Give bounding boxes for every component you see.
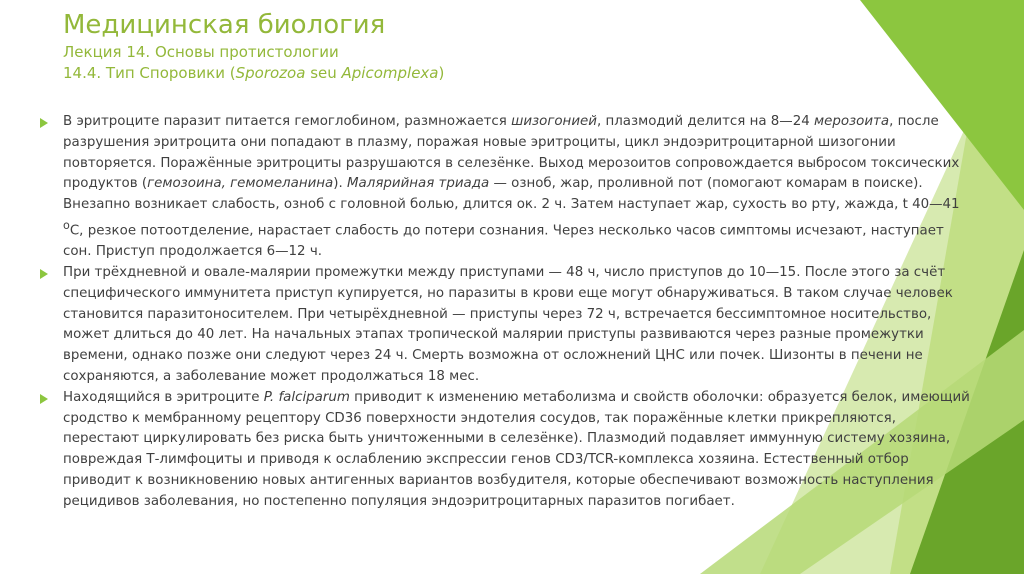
italic-term: гемозоина, гемомеланина [147, 176, 334, 192]
italic-term: Малярийная триада [347, 176, 490, 192]
lecture-subtitle: Лекция 14. Основы протистологии [63, 43, 339, 61]
bullet-arrow-icon [40, 394, 48, 404]
text-run: При трёхдневной и овале-малярии промежутки между приступами — 48 ч, число приступов до 10—15. После этого за счёт специфического иммунитета приступ купируется, но паразиты в крови еще могут обнаруживаться. В таком случае человек становится паразитоносителем. При четырёхдневной — приступы через 72 ч, встречается бессимптомное носительство, может длиться до 40 лет. На начальных этапах тропической малярии приступы развиваются через разные промежутки времени, однако позже они следуют через 24 ч. Смерть возможна от осложнений ЦНС или почек. Шизонты в печени не сохраняются, а заболевание может продолжаться 18 мес. [63, 265, 953, 385]
slide-body [40, 112, 970, 513]
section-subtitle-suffix: ) [438, 64, 445, 82]
text-run: ). [333, 176, 347, 192]
text-run: Находящийся в эритроците [63, 389, 264, 405]
text-run: — озноб, жар, проливной пот (помогают комарам в поиске). Внезапно возникает слабость, озноб с головной болью, длится ок. 2 ч. Затем наступает жар, сухость во рту, жажда, t 40—41 [63, 176, 960, 213]
section-subtitle-latin-1: Sporozoa [235, 64, 306, 82]
bullet-paragraph-2 [40, 263, 970, 388]
italic-term: P. falciparum [263, 389, 350, 405]
bullet-arrow-icon [40, 269, 48, 279]
bullet-paragraph-3 [40, 388, 970, 513]
text-run: В эритроците паразит питается гемоглобином, размножается [63, 114, 512, 129]
slide-title-block [63, 8, 783, 84]
italic-term: шизогонией [511, 114, 597, 129]
slide-title: Медицинская биология [63, 10, 386, 40]
section-subtitle [63, 63, 783, 84]
bullet-arrow-icon [40, 118, 48, 128]
text-run: , плазмодий делится на 8—24 [596, 114, 814, 129]
section-subtitle-prefix: 14.4. Тип Споровики ( [63, 64, 236, 82]
text-run: приводит к изменению метаболизма и свойств оболочки: образуется белок, имеющий сродство к мембранному рецептору CD36 поверхности эндотелия сосудов, так поражённые клетки прикрепляются, перестают циркулировать без риска быть уничтоженными в селезёнке). Плазмодий подавляет иммунную систему хозяина, повреждая Т-лимфоциты и приводя к ослаблению экспрессии генов CD3/TCR-комплекса хозяина. Естественный отбор приводит к возникновению новых антигенных вариантов возбудителя, которые обеспечивают возможность наступления рецидивов заболевания, но постепенно популяция эндоэритроцитарных паразитов погибает. [63, 389, 970, 509]
bullet-paragraph-1 [40, 112, 970, 263]
degree-superscript: o [63, 218, 70, 232]
text-run: C, резкое потоотделение, нарастает слабость до потери сознания. Через несколько часов симптомы исчезают, наступает сон. Приступ продолжается 6—12 ч. [63, 223, 944, 260]
italic-term: мерозоита [814, 114, 890, 129]
section-subtitle-latin-2: Apicomplexa [341, 64, 439, 82]
text-run: , после разрушения эритроцита они попадают в плазму, поражая новые эритроциты, цикл эндоэритроцитарной шизогонии повторяется. Поражённые эритроциты разрушаются в селезёнке. Выход мерозоитов сопровождается выбросом токсических продуктов ( [63, 114, 960, 192]
section-subtitle-seu: seu [305, 64, 342, 82]
